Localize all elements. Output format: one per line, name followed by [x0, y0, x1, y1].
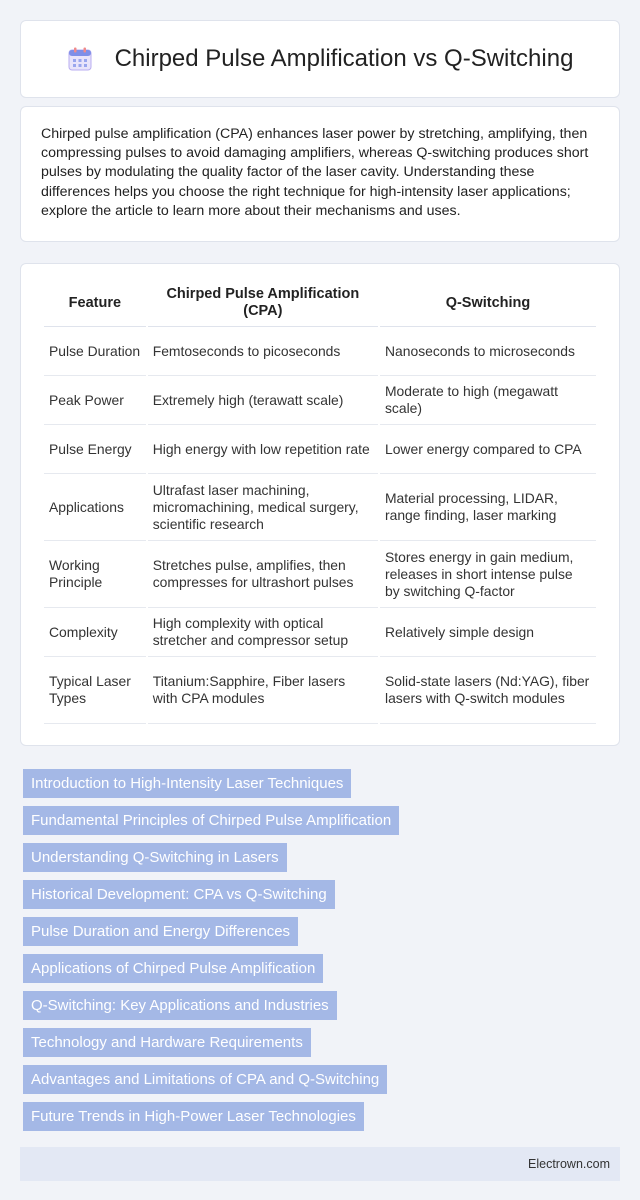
table-cell: Titanium:Sapphire, Fiber lasers with CPA modules [148, 657, 378, 724]
table-row [44, 541, 596, 608]
link-understanding-qswitching[interactable]: Understanding Q-Switching in Lasers [23, 843, 287, 872]
header-cpa: Chirped Pulse Amplification (CPA) [148, 280, 378, 327]
table-cell: Lower energy compared to CPA [380, 425, 596, 474]
table-cell: Applications [44, 474, 146, 541]
table-cell: Extremely high (terawatt scale) [148, 376, 378, 425]
table-row [44, 608, 596, 657]
comparison-table [42, 280, 598, 724]
table-header-row [44, 280, 596, 327]
calendar-grid-icon [67, 46, 93, 72]
table-cell: Pulse Duration [44, 327, 146, 376]
table-row [44, 376, 596, 425]
intro-text: Chirped pulse amplification (CPA) enhances laser power by stretching, amplifying, then compressing pulses to avoid damaging amplifiers, whereas Q-switching produces short pulses by modulating the quality factor of the laser cavity. Understanding these differences helps you choose the right technique for high-intensity laser applications; explore the article to learn more about their mechanisms and uses. [41, 126, 589, 219]
link-introduction[interactable]: Introduction to High-Intensity Laser Techniques [23, 769, 351, 798]
table-cell: Stores energy in gain medium, releases in short intense pulse by switching Q-factor [380, 541, 596, 608]
link-pulse-duration[interactable]: Pulse Duration and Energy Differences [23, 917, 298, 946]
page-header [20, 20, 620, 98]
table-row [44, 327, 596, 376]
link-future-trends[interactable]: Future Trends in High-Power Laser Technologies [23, 1102, 364, 1131]
page-title: Chirped Pulse Amplification vs Q-Switching [114, 45, 574, 72]
table-row [44, 474, 596, 541]
table-cell: Working Principle [44, 541, 146, 608]
table-cell: Femtoseconds to picoseconds [148, 327, 378, 376]
table-cell: Material processing, LIDAR, range finding, laser marking [380, 474, 596, 541]
link-cpa-applications[interactable]: Applications of Chirped Pulse Amplification [23, 954, 323, 983]
table-row [44, 657, 596, 724]
comparison-card [20, 263, 620, 746]
link-historical-development[interactable]: Historical Development: CPA vs Q-Switching [23, 880, 335, 909]
header-feature: Feature [44, 280, 146, 327]
footer [20, 1147, 620, 1181]
table-cell: Complexity [44, 608, 146, 657]
table-cell: High complexity with optical stretcher and compressor setup [148, 608, 378, 657]
table-cell: Nanoseconds to microseconds [380, 327, 596, 376]
table-cell: Solid-state lasers (Nd:YAG), fiber lasers with Q-switch modules [380, 657, 596, 724]
table-cell: Moderate to high (megawatt scale) [380, 376, 596, 425]
table-cell: Stretches pulse, amplifies, then compresses for ultrashort pulses [148, 541, 378, 608]
link-qswitching-applications[interactable]: Q-Switching: Key Applications and Industries [23, 991, 337, 1020]
table-cell: High energy with low repetition rate [148, 425, 378, 474]
table-cell: Ultrafast laser machining, micromachining, medical surgery, scientific research [148, 474, 378, 541]
link-technology-hardware[interactable]: Technology and Hardware Requirements [23, 1028, 311, 1057]
table-cell: Typical Laser Types [44, 657, 146, 724]
footer-brand[interactable]: Electrown.com [528, 1157, 610, 1171]
table-cell: Relatively simple design [380, 608, 596, 657]
link-fundamental-principles[interactable]: Fundamental Principles of Chirped Pulse Amplification [23, 806, 399, 835]
table-cell: Pulse Energy [44, 425, 146, 474]
table-cell: Peak Power [44, 376, 146, 425]
table-row [44, 425, 596, 474]
intro-card [20, 106, 620, 242]
link-advantages-limitations[interactable]: Advantages and Limitations of CPA and Q-Switching [23, 1065, 387, 1094]
header-qswitching: Q-Switching [380, 280, 596, 327]
